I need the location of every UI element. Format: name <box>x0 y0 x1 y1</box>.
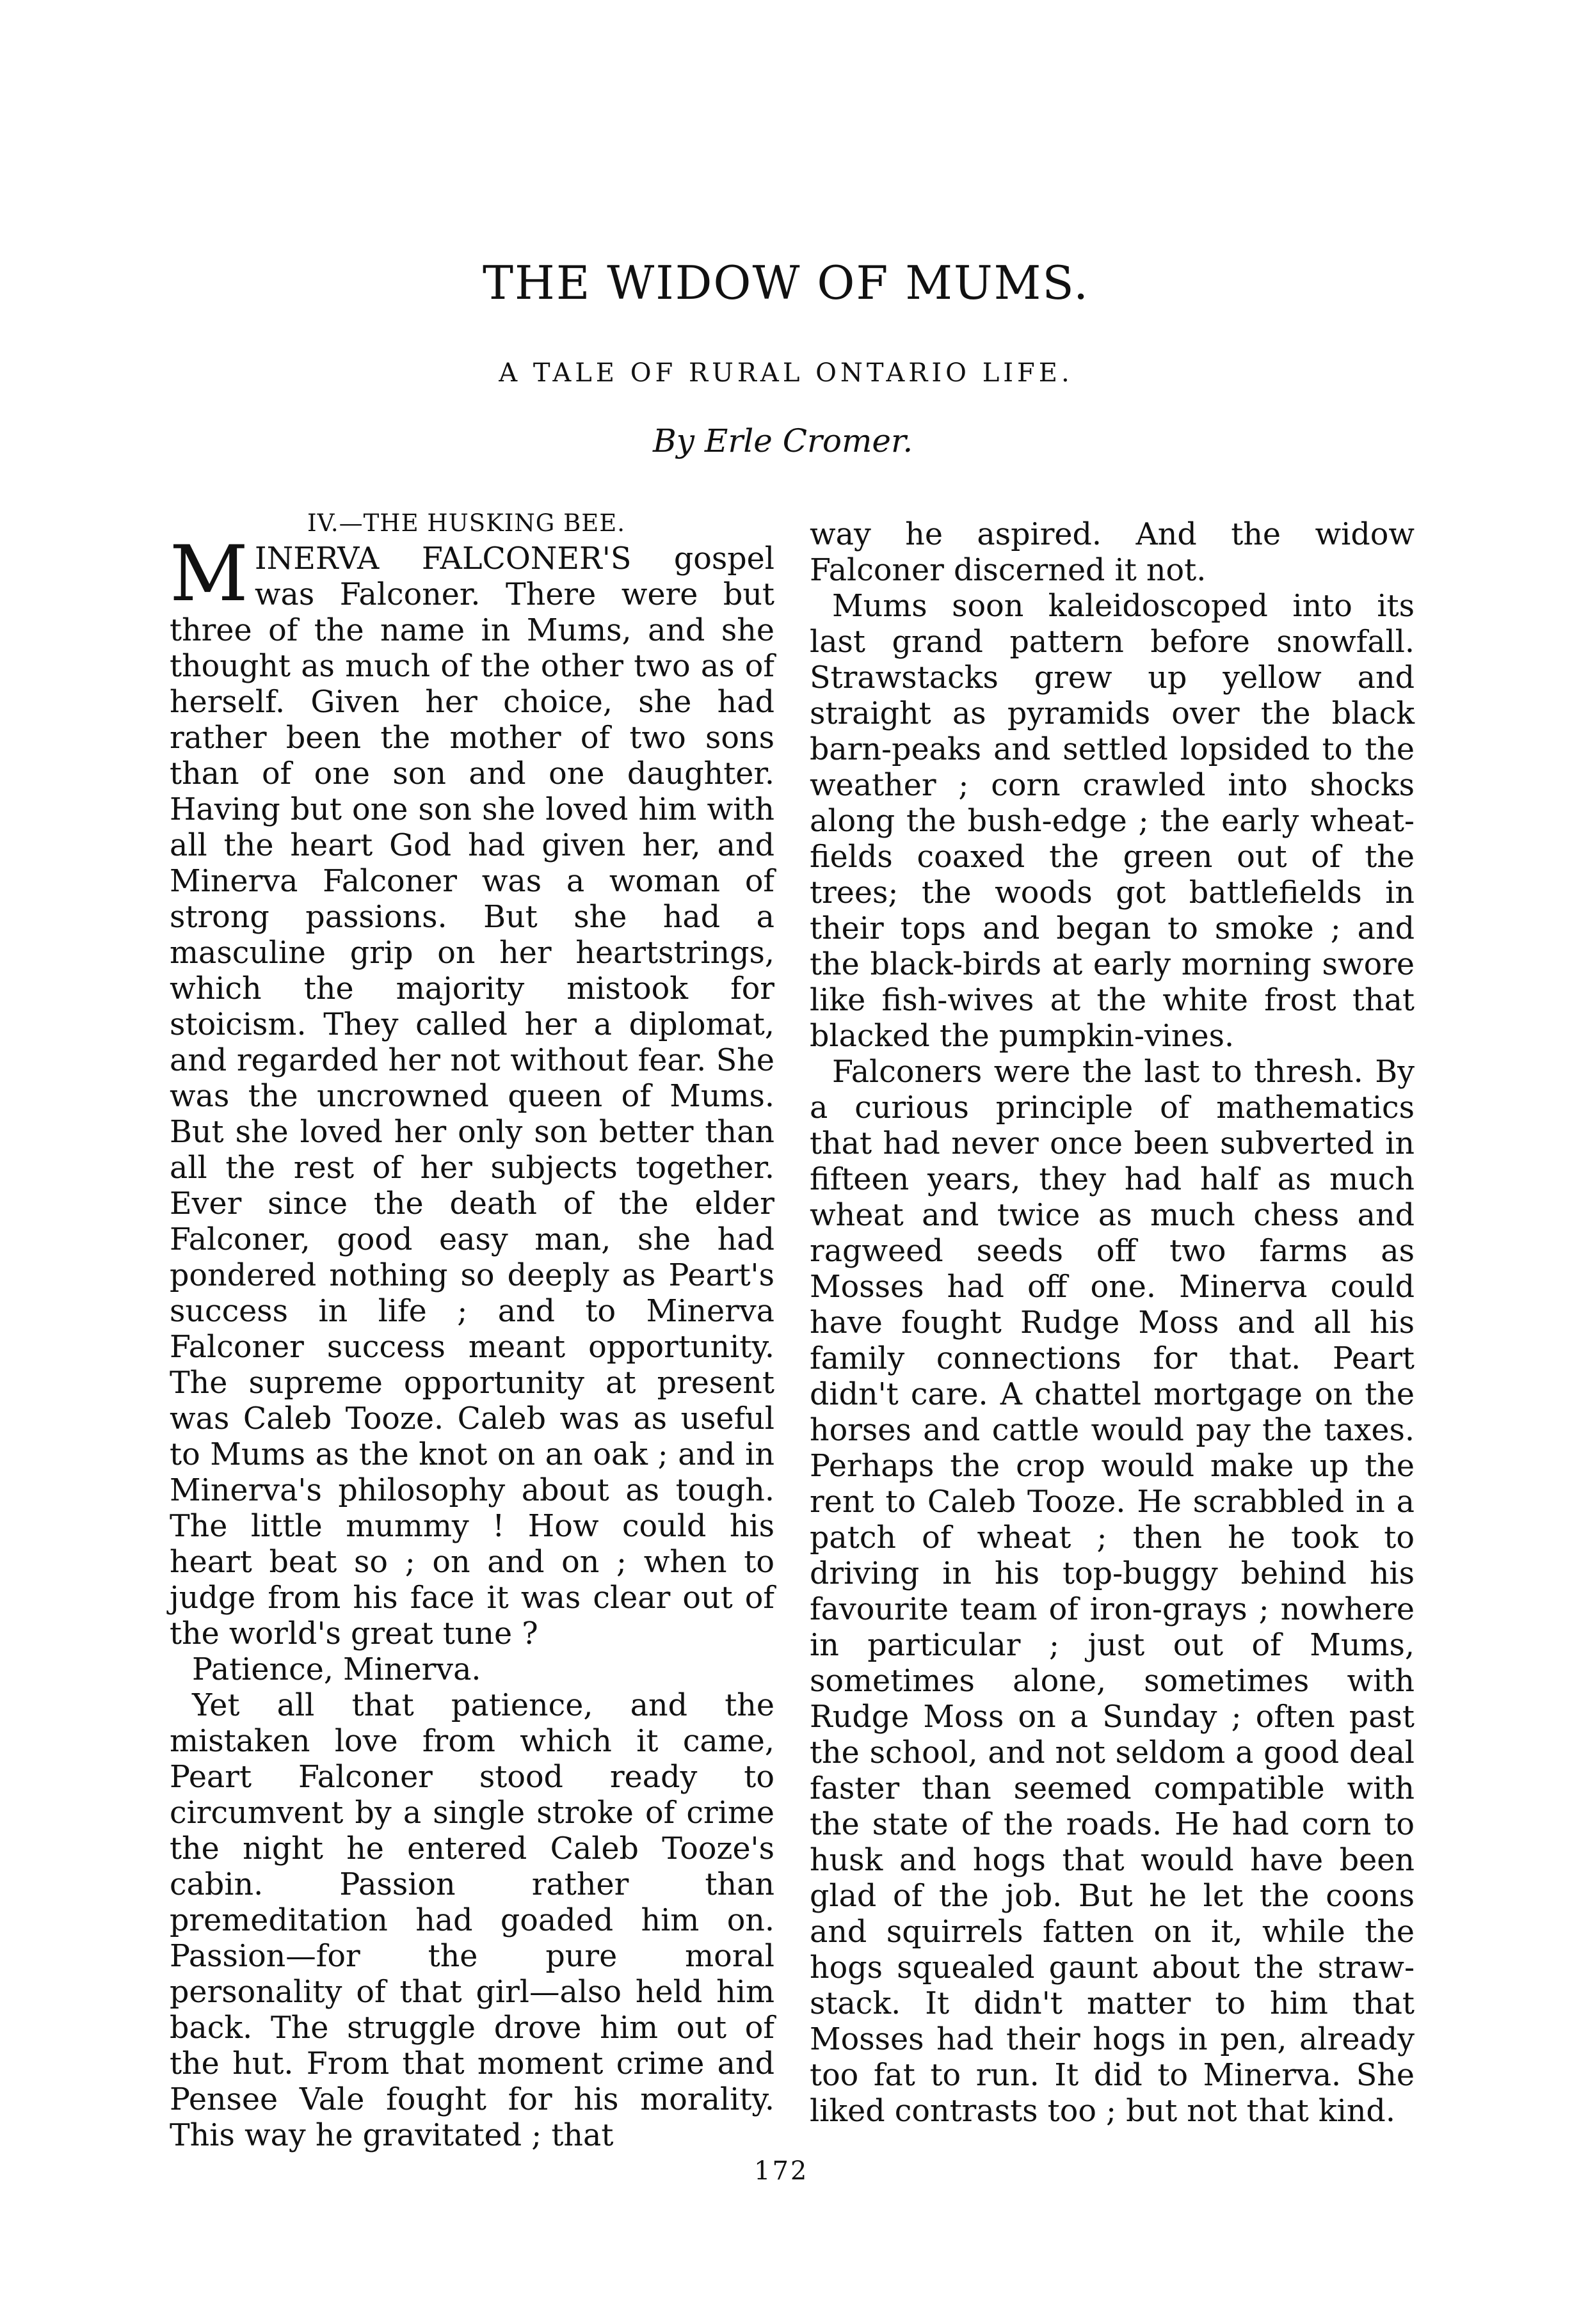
paragraph-text: INERVA FALCONER'S gospel was Falconer. There were but three of the name in Mums, and she thought as much of the other two as of herself. Given her choice, she had rather been the mother of two sons than of one son and one daughter. Having but one son she loved him with all the heart God had given her, and Minerva Falconer was a woman of strong passions. But she had a masculine grip on her heartstrings, which the majority mistook for stoicism. They called her a diplomat, and regarded her not without fear. She was the uncrowned queen of Mums. But she loved her only son better than all the rest of her subjects together. Ever since the death of the elder Falconer, good easy man, she had pondered nothing so deeply as Peart's success in life ; and to Minerva Falconer success meant opportunity. The supreme opportunity at present was Caleb Tooze. Caleb was as useful to Mums as the knot on an oak ; and in Minerva's philosophy about as tough. The little mummy ! How could his heart beat so ; on and on ; when to judge from his face it was clear out of the world's great tune ? <box>170 541 774 1651</box>
drop-cap: M <box>170 530 248 619</box>
byline: By Erle Cromer. <box>653 422 913 459</box>
article-title: THE WIDOW OF MUMS. <box>483 256 1089 310</box>
paragraph: Falconers were the last to thresh. By a curious principle of mathematics that had never once been subverted in fifteen years, they had half as much wheat and twice as much chess and ragweed seeds off two farms as Mosses had off one. Minerva could have fought Rudge Moss and all his family connections for that. Peart didn't care. A chattel mortgage on the horses and cattle would pay the taxes. Perhaps the crop would make up the rent to Caleb Tooze. He scrabbled in a patch of wheat ; then he took to driving in his top-buggy behind his favourite team of iron-grays ; nowhere in particular ; just out of Mums, sometimes alone, sometimes with Rudge Moss on a Sunday ; often past the school, and not seldom a good deal faster than seemed compatible with the state of the roads. He had corn to husk and hogs that would have been glad of the job. But he let the coons and squirrels fatten on it, while the hogs squealed gaunt about the straw-stack. It didn't matter to him that Mosses had their hogs in pen, already too fat to run. It did to Minerva. She liked contrasts too ; but not that kind. <box>810 1055 1415 2129</box>
section-heading: IV.—THE HUSKING BEE. <box>307 509 626 537</box>
right-column <box>810 517 1415 2129</box>
article-subtitle: A TALE OF RURAL ONTARIO LIFE. <box>499 358 1073 388</box>
paragraph: Patience, Minerva. <box>192 1652 481 1687</box>
page-number: 172 <box>754 2156 809 2186</box>
paragraph: way he aspired. And the widow Falconer discerned it not. <box>810 517 1415 588</box>
left-column <box>170 505 774 2154</box>
paragraph: Yet all that patience, and the mistaken love from which it came, Peart Falconer stood ready to circumvent by a single stroke of crime the night he entered Caleb Tooze's cabin. Passion rather than premeditation had goaded him on. Passion—for the pure moral personality of that girl—also held him back. The struggle drove him out of the hut. From that moment crime and Pensee Vale fought for his morality. This way he gravitated ; that <box>170 1688 774 2153</box>
paragraph: Mums soon kaleidoscoped into its last grand pattern before snowfall. Strawstacks grew up yellow and straight as pyramids over the black barn-peaks and settled lopsided to the weather ; corn crawled into shocks along the bush-edge ; the early wheat-fields coaxed the green out of the trees; the woods got battlefields in their tops and began to smoke ; and the black-birds at early morning swore like fish-wives at the white frost that blacked the pumpkin-vines. <box>810 589 1415 1054</box>
paragraph <box>170 530 774 1652</box>
